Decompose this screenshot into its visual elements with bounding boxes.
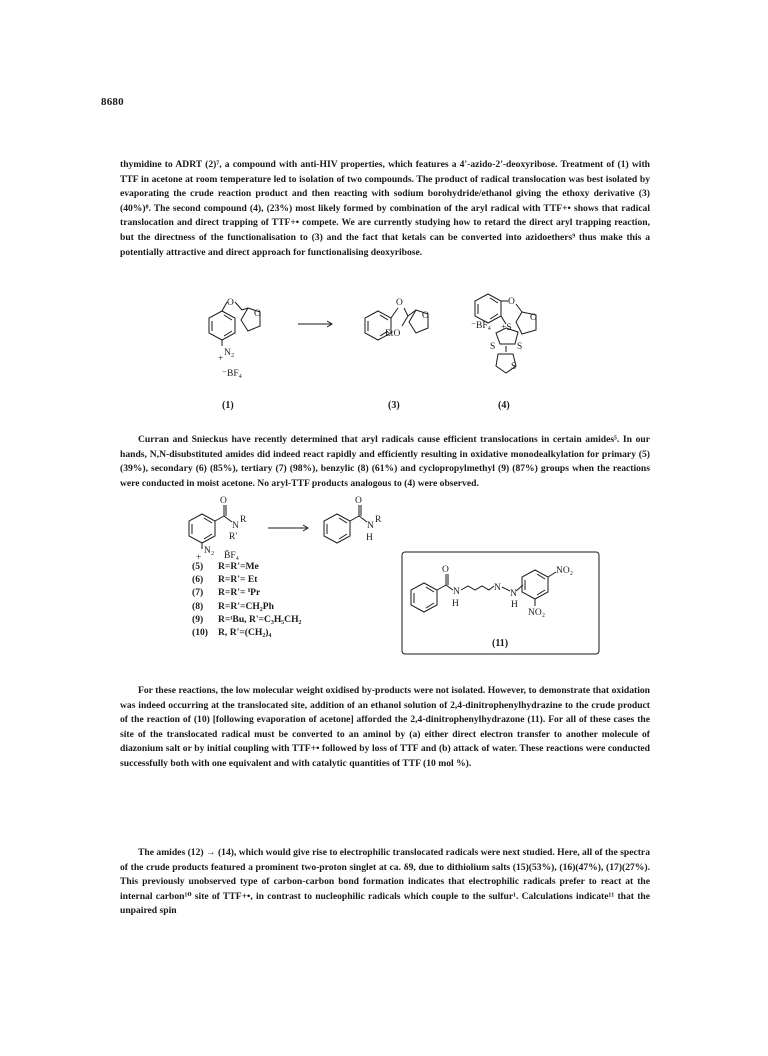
compound-definition: (10) R, R'=(CH₂)₄ <box>192 627 272 639</box>
atom-n-right: N <box>367 521 374 531</box>
atom-n2: N₂ <box>224 348 235 358</box>
compound-definition: (5) R=R'=Me <box>192 561 259 572</box>
atom-s-c: S <box>511 362 517 372</box>
label-compound-11: (11) <box>492 638 509 649</box>
atom-s-b: S <box>517 342 523 352</box>
atom-o4-ring: O <box>508 297 515 307</box>
atom-n2-left: N₂ <box>204 546 215 556</box>
atom-o3-link: O <box>422 311 429 321</box>
atom-s-plus: +S <box>501 323 512 333</box>
group-no2-top: NO₂ <box>556 566 574 576</box>
counterion-bf4: ⁻BF₄ <box>222 369 242 379</box>
label-compound-3: (3) <box>388 400 400 411</box>
paragraph-radical-translocation: thymidine to ADRT (2)⁷, a compound with anti-HIV properties, which features a 4'-azido-2'-deoxyribose. Treatment of (1) with TTF in acetone at room temperature led to isolation of two compounds. The product of radical translocation was best isolated by evaporating the crude reaction product and then reacting with sodium borohydride/ethanol giving the ethoxy derivative (3) (40%)⁸. The second compound (4), (23%) most likely formed by combination of the aryl radical with TTF+• shows that radical translocation and direct trapping of TTF+• compete. We are currently studying how to retard the direct aryl trapping reaction, but the directness of the functionalisation to (3) and the fact that ketals can be converted into azidoethers⁹ thus make this a potentially attractive and direct approach for functionalising deoxyribose. <box>120 159 650 258</box>
atom-o-11: O <box>442 565 449 575</box>
charge-plus-left: + <box>196 553 202 563</box>
atom-n2-11: N <box>494 583 501 593</box>
atom-n-left: N <box>232 521 239 531</box>
atom-h2-11: H <box>511 600 518 610</box>
atom-o3-ring: O <box>396 298 403 308</box>
structure-compound-4 <box>471 294 537 411</box>
group-ethoxy: EtO <box>385 329 401 339</box>
structure-compound-1 <box>209 298 261 411</box>
page-number: 8680 <box>101 96 124 108</box>
paragraph-amide-translocation: Curran and Snieckus have recently determined that aryl radicals cause efficient translocations in certain amides⁵. In our hands, N,N-disubstituted amides did indeed react rapidly and efficiently resulting in oxidative monodealkylation for primary (5) (39%), secondary (6) (85%), tertiary (7) (98%), benzylic (8) (61%) and cyclopropylmethyl (9) (87%) groups when the reactions were conducted in moist acetone. No aryl-TTF products analogous to (4) were observed. <box>120 434 650 489</box>
charge-plus: + <box>218 354 224 364</box>
counterion-bf4-left: B̄F₄ <box>224 551 239 561</box>
atom-h1-11: H <box>452 599 459 609</box>
compound-definition: (7) R=R'= ⁱPr <box>192 587 261 599</box>
paragraph-electrophilic-radicals: The amides (12) → (14), which would give rise to electrophilic translocated radicals were next studied. Here, all of the spectra of the crude products featured a prominent two-proton singlet at ca. δ9, due to dithiolium salts (15)(53%), (16)(47%), (17)(27%). This previously unobserved type of carbon-carbon bond formation indicates that electrophilic radicals prefer to react at the internal carbon¹⁰ site of TTF+•, in contrast to nucleophilic radicals which couple to the sulfur¹. Calculations indicate¹¹ that the unpaired spin <box>120 847 650 917</box>
atom-s-a: S <box>490 342 496 352</box>
atom-o-right: O <box>355 496 362 506</box>
atom-n1-11: N <box>453 587 460 597</box>
counterion-bf4-compound-4: ⁻BF₄ <box>471 321 491 331</box>
paragraph-oxidation-evidence: For these reactions, the low molecular weight oxidised by-products were not isolated. However, to demonstrate that oxidation was indeed occurring at the translocated site, addition of an ethanol solution of 2,4-dinitrophenylhydrazine to the crude product of the reaction of (10) [following evaporation of acetone] afforded the 2,4-dinitrophenylhydrazone (11). For all of these cases the site of the translocated radical must be converted to an aminol by (a) either direct electron transfer to another molecule of diazonium salt or by initial coupling with TTF+• followed by loss of TTF and (b) attack of water. These reactions were conducted successfully both with one equivalent and with catalytic quantities of TTF (10 mol %). <box>120 685 650 769</box>
atom-n3-11: N <box>510 589 517 599</box>
group-r-left: R <box>240 515 247 525</box>
atom-o-left: O <box>220 496 227 506</box>
atom-o-ring: O <box>227 298 234 308</box>
structure-compound-3 <box>365 298 429 411</box>
structure-compound-11 <box>411 565 573 649</box>
atom-h-right: H <box>366 533 373 543</box>
atom-o-link: O <box>254 309 261 319</box>
compound-definition: (9) R=ᵗBu, R'=C₃H₅CH₂ <box>192 613 302 625</box>
group-r-right: R <box>375 515 382 525</box>
group-r-prime-left: R' <box>229 532 238 542</box>
structure-secondary-amide <box>324 496 382 543</box>
structure-diazonium-amide <box>189 496 247 563</box>
compound-definition: (8) R=R'=CH₂Ph <box>192 600 274 612</box>
label-compound-1: (1) <box>222 400 234 411</box>
compound-definition: (6) R=R'= Et <box>192 574 258 586</box>
compound-definitions-list <box>192 560 301 639</box>
group-no2-bottom: NO₂ <box>528 608 546 618</box>
scheme-1-compounds-1-3-4 <box>180 288 600 423</box>
label-compound-4: (4) <box>498 400 510 411</box>
atom-o4-link: O <box>530 313 537 323</box>
